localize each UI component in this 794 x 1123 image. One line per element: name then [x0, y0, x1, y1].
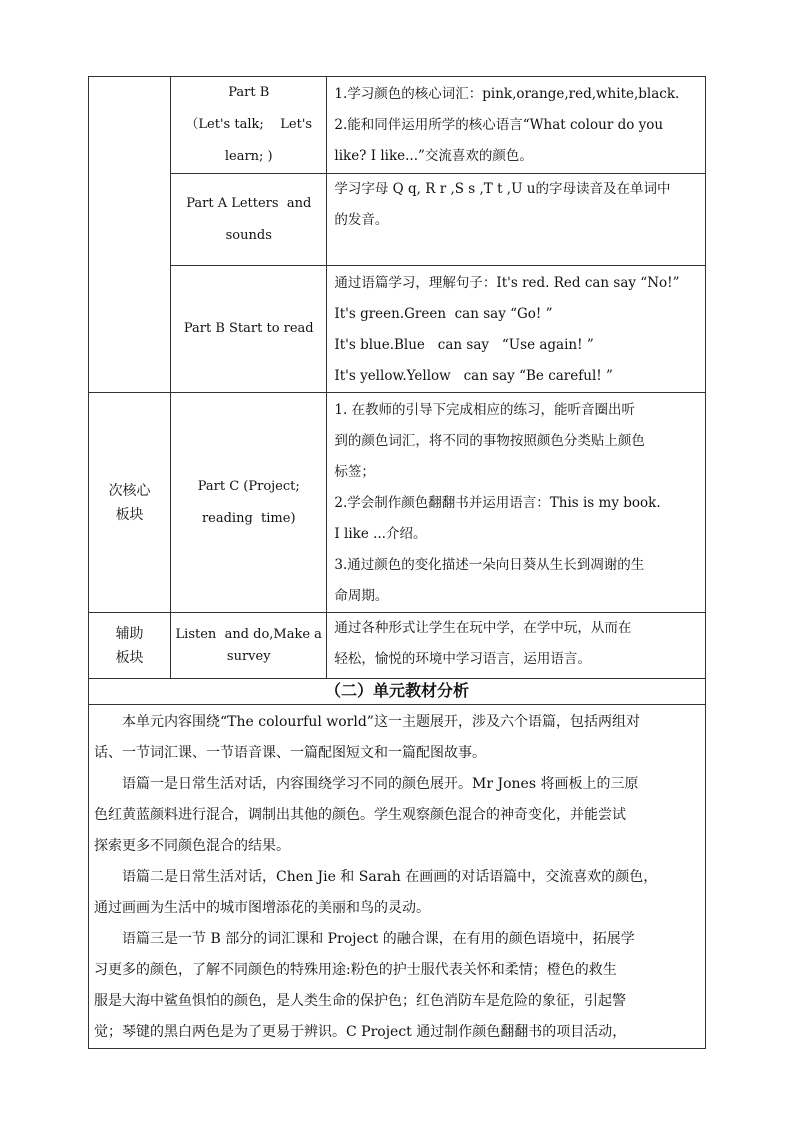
- block-label: 次核心: [108, 482, 151, 499]
- table-row: [89, 174, 706, 266]
- paragraph-line: 语篇二是日常生活对话，Chen Jie 和 Sarah 在画画的对话语篇中，交流喜欢的颜色，: [122, 869, 658, 885]
- objective-line: 标签；: [334, 464, 375, 480]
- part-cell: [171, 613, 327, 679]
- part-name: Part B: [228, 85, 270, 100]
- section-heading: （二）单元教材分析: [89, 679, 706, 705]
- block-label: 板块: [115, 506, 144, 523]
- part-cell: [171, 393, 327, 613]
- objective-cell: [327, 613, 706, 679]
- table-row: [89, 77, 706, 174]
- part-name: Part B Start to read: [183, 321, 314, 336]
- objective-line: 的发音。: [334, 212, 389, 228]
- paragraph-line: 色红黄蓝颜料进行混合，调制出其他的颜色。学生观察颜色混合的神奇变化，并能尝试: [94, 807, 626, 823]
- objective-line: 学习字母 Q q, R r ,S s ,T t ,U u的字母读音及在单词中: [334, 181, 671, 197]
- block-label-cell: [89, 393, 171, 613]
- objective-line: 轻松，愉悦的环境中学习语言，运用语言。: [334, 651, 591, 667]
- table-row: [89, 679, 706, 705]
- paragraph-line: 语篇三是一节 B 部分的词汇课和 Project 的融合课，在有用的颜色语境中，拓展学: [122, 931, 635, 947]
- part-cell: [171, 77, 327, 174]
- block-label: 辅助: [115, 625, 144, 642]
- unit-plan-table: [88, 76, 706, 1049]
- objective-line: 1. 在教师的引导下完成相应的练习，能听音圈出听: [334, 402, 636, 418]
- part-name: reading time): [201, 510, 296, 526]
- part-name: sounds: [225, 227, 272, 243]
- part-cell: [171, 174, 327, 266]
- objective-line: like? I like...”交流喜欢的颜色。: [334, 148, 533, 164]
- paragraph-line: 觉；琴键的黑白两色是为了更易于辨识。C Project 通过制作颜色翻翻书的项目活动，: [94, 1024, 627, 1040]
- part-cell: [171, 266, 327, 393]
- core-block-label-cell: [89, 77, 171, 393]
- part-name: Listen and do,Make a: [175, 626, 322, 642]
- objective-line: It's yellow.Yellow can say “Be careful! ”: [334, 368, 613, 384]
- objective-line: 2.能和同伴运用所学的核心语言“What colour do you: [334, 117, 664, 133]
- paragraph-line: 本单元内容围绕“The colourful world”这一主题展开，涉及六个语篇，包括两组对: [122, 714, 640, 730]
- block-label: 板块: [115, 649, 144, 666]
- unit-plan-sheet: [88, 76, 706, 1049]
- objective-line: It's blue.Blue can say “Use again! ”: [334, 337, 594, 353]
- objective-cell: [327, 393, 706, 613]
- paragraph-line: 习更多的颜色，了解不同颜色的特殊用途:粉色的护士服代表关怀和柔情；橙色的救生: [94, 962, 617, 978]
- part-name: Part C (Project;: [197, 478, 300, 494]
- table-row: [89, 705, 706, 1049]
- paragraph-line: 服是大海中鲨鱼惧怕的颜色，是人类生命的保护色；红色消防车是危险的象征，引起警: [94, 993, 626, 1009]
- analysis-body: [89, 705, 706, 1049]
- objective-line: I like ...介绍。: [334, 526, 427, 542]
- part-name: learn; ): [224, 149, 273, 164]
- paragraph-line: 话、一节词汇课、一节语音课、一篇配图短文和一篇配图故事。: [94, 745, 486, 761]
- objective-line: 2.学会制作颜色翻翻书并运用语言：This is my book.: [334, 495, 661, 511]
- objective-cell: [327, 77, 706, 174]
- part-name: survey: [226, 648, 271, 664]
- part-name: Part A Letters and: [186, 195, 312, 211]
- table-row: [89, 266, 706, 393]
- paragraph-line: 通过画画为生活中的城市图增添花的美丽和鸟的灵动。: [94, 900, 430, 916]
- objective-cell: [327, 174, 706, 266]
- block-label-cell: [89, 613, 171, 679]
- objective-line: 3.通过颜色的变化描述一朵向日葵从生长到凋谢的生: [334, 557, 645, 573]
- table-row: [89, 613, 706, 679]
- objective-line: 通过语篇学习，理解句子：It's red. Red can say “No!”: [334, 275, 680, 291]
- objective-line: 1.学习颜色的核心词汇：pink,orange,red,white,black.: [334, 86, 680, 102]
- objective-line: It's green.Green can say “Go! ”: [334, 306, 553, 322]
- paragraph-line: 探索更多不同颜色混合的结果。: [94, 838, 290, 854]
- paragraph-line: 语篇一是日常生活对话，内容围绕学习不同的颜色展开。Mr Jones 将画板上的三原: [122, 776, 639, 792]
- objective-line: 到的颜色词汇，将不同的事物按照颜色分类贴上颜色: [334, 433, 645, 449]
- part-name: （Let's talk; Let's: [185, 117, 313, 132]
- table-row: [89, 393, 706, 613]
- objective-line: 命周期。: [334, 588, 389, 604]
- objective-cell: [327, 266, 706, 393]
- objective-line: 通过各种形式让学生在玩中学，在学中玩，从而在: [334, 620, 632, 636]
